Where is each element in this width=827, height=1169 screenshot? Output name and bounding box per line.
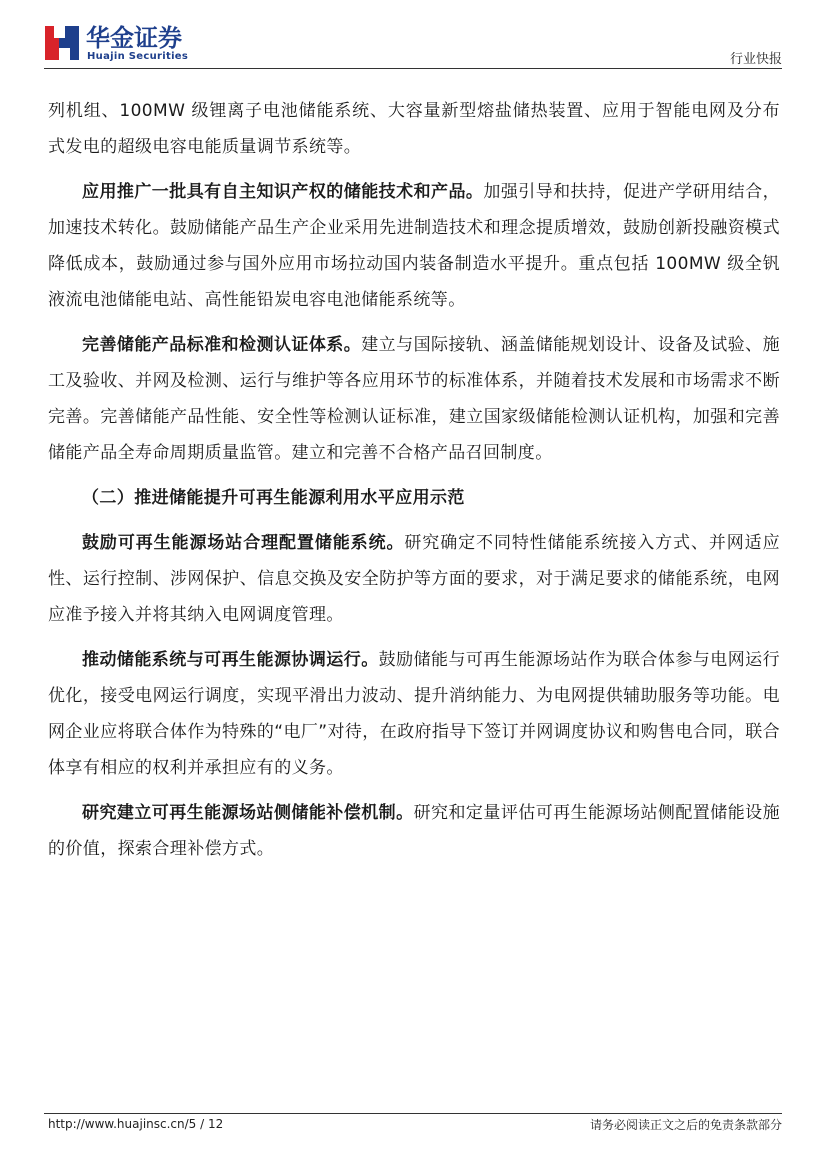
paragraph-compensation — [48, 795, 780, 867]
paragraph-lead: 完善储能产品标准和检测认证体系。 — [82, 335, 362, 355]
section-heading: （二）推进储能提升可再生能源利用水平应用示范 — [82, 488, 465, 508]
footer-divider — [44, 1113, 782, 1114]
paragraph-coordination — [48, 642, 780, 786]
paragraph-tech-promotion — [48, 174, 780, 318]
brand-name-en: Huajin Securities — [87, 51, 189, 62]
footer-url-page[interactable]: http://www.huajinsc.cn/5 / 12 — [48, 1117, 224, 1131]
paragraph-text: 鼓励储能与可再生能源场站作为联合体参与电网运行优化，接受电网运行调度，实现平滑出力波动、提升消纳能力、为电网提供辅助服务等功能。电网企业应将联合体作为特殊的“电厂”对待，在政府指导下签订并网调度协议和购售电合同，联合体享有相应的权利并承担应有的义务。 — [48, 650, 780, 778]
paragraph-lead: 应用推广一批具有自主知识产权的储能技术和产品。 — [82, 182, 484, 202]
paragraph-lead: 推动储能系统与可再生能源协调运行。 — [82, 650, 379, 670]
header-divider — [44, 68, 782, 69]
paragraph-text: 建立与国际接轨、涵盖储能规划设计、设备及试验、施工及验收、并网及检测、运行与维护等各应用环节的标准体系，并随着技术发展和市场需求不断完善。完善储能产品性能、安全性等检测认证标准，建立国家级储能检测认证机构，加强和完善储能产品全寿命周期质量监管。建立和完善不合格产品召回制度。 — [48, 335, 780, 463]
paragraph-text: 研究和定量评估可再生能源场站侧配置储能设施的价值，探索合理补偿方式。 — [48, 803, 780, 859]
paragraph-lead: 研究建立可再生能源场站侧储能补偿机制。 — [82, 803, 414, 823]
huajin-logo-icon — [44, 24, 80, 62]
paragraph-continuation — [48, 93, 780, 165]
paragraph-site-storage — [48, 525, 780, 633]
document-body — [48, 93, 780, 867]
paragraph-text: 研究确定不同特性储能系统接入方式、并网适应性、运行控制、涉网保护、信息交换及安全防护等方面的要求，对于满足要求的储能系统，电网应准予接入并将其纳入电网调度管理。 — [48, 533, 780, 625]
footer-disclaimer: 请务必阅读正文之后的免责条款部分 — [589, 1118, 782, 1132]
brand-name-cn: 华金证券 — [86, 24, 182, 52]
page-header — [44, 24, 782, 68]
report-type-label: 行业快报 — [729, 52, 782, 67]
paragraph-lead: 鼓励可再生能源场站合理配置储能系统。 — [82, 533, 405, 553]
paragraph-text: 列机组、100MW 级锂离子电池储能系统、大容量新型熔盐储热装置、应用于智能电网及分布式发电的超级电容电能质量调节系统等。 — [48, 101, 780, 157]
paragraph-text: 加强引导和扶持，促进产学研用结合，加速技术转化。鼓励储能产品生产企业采用先进制造技术和理念提质增效，鼓励创新投融资模式降低成本，鼓励通过参与国外应用市场拉动国内装备制造水平提升。重点包括 100MW 级全钒液流电池储能电站、高性能铅炭电容电池储能系统等。 — [48, 182, 780, 310]
paragraph-standards — [48, 327, 780, 471]
